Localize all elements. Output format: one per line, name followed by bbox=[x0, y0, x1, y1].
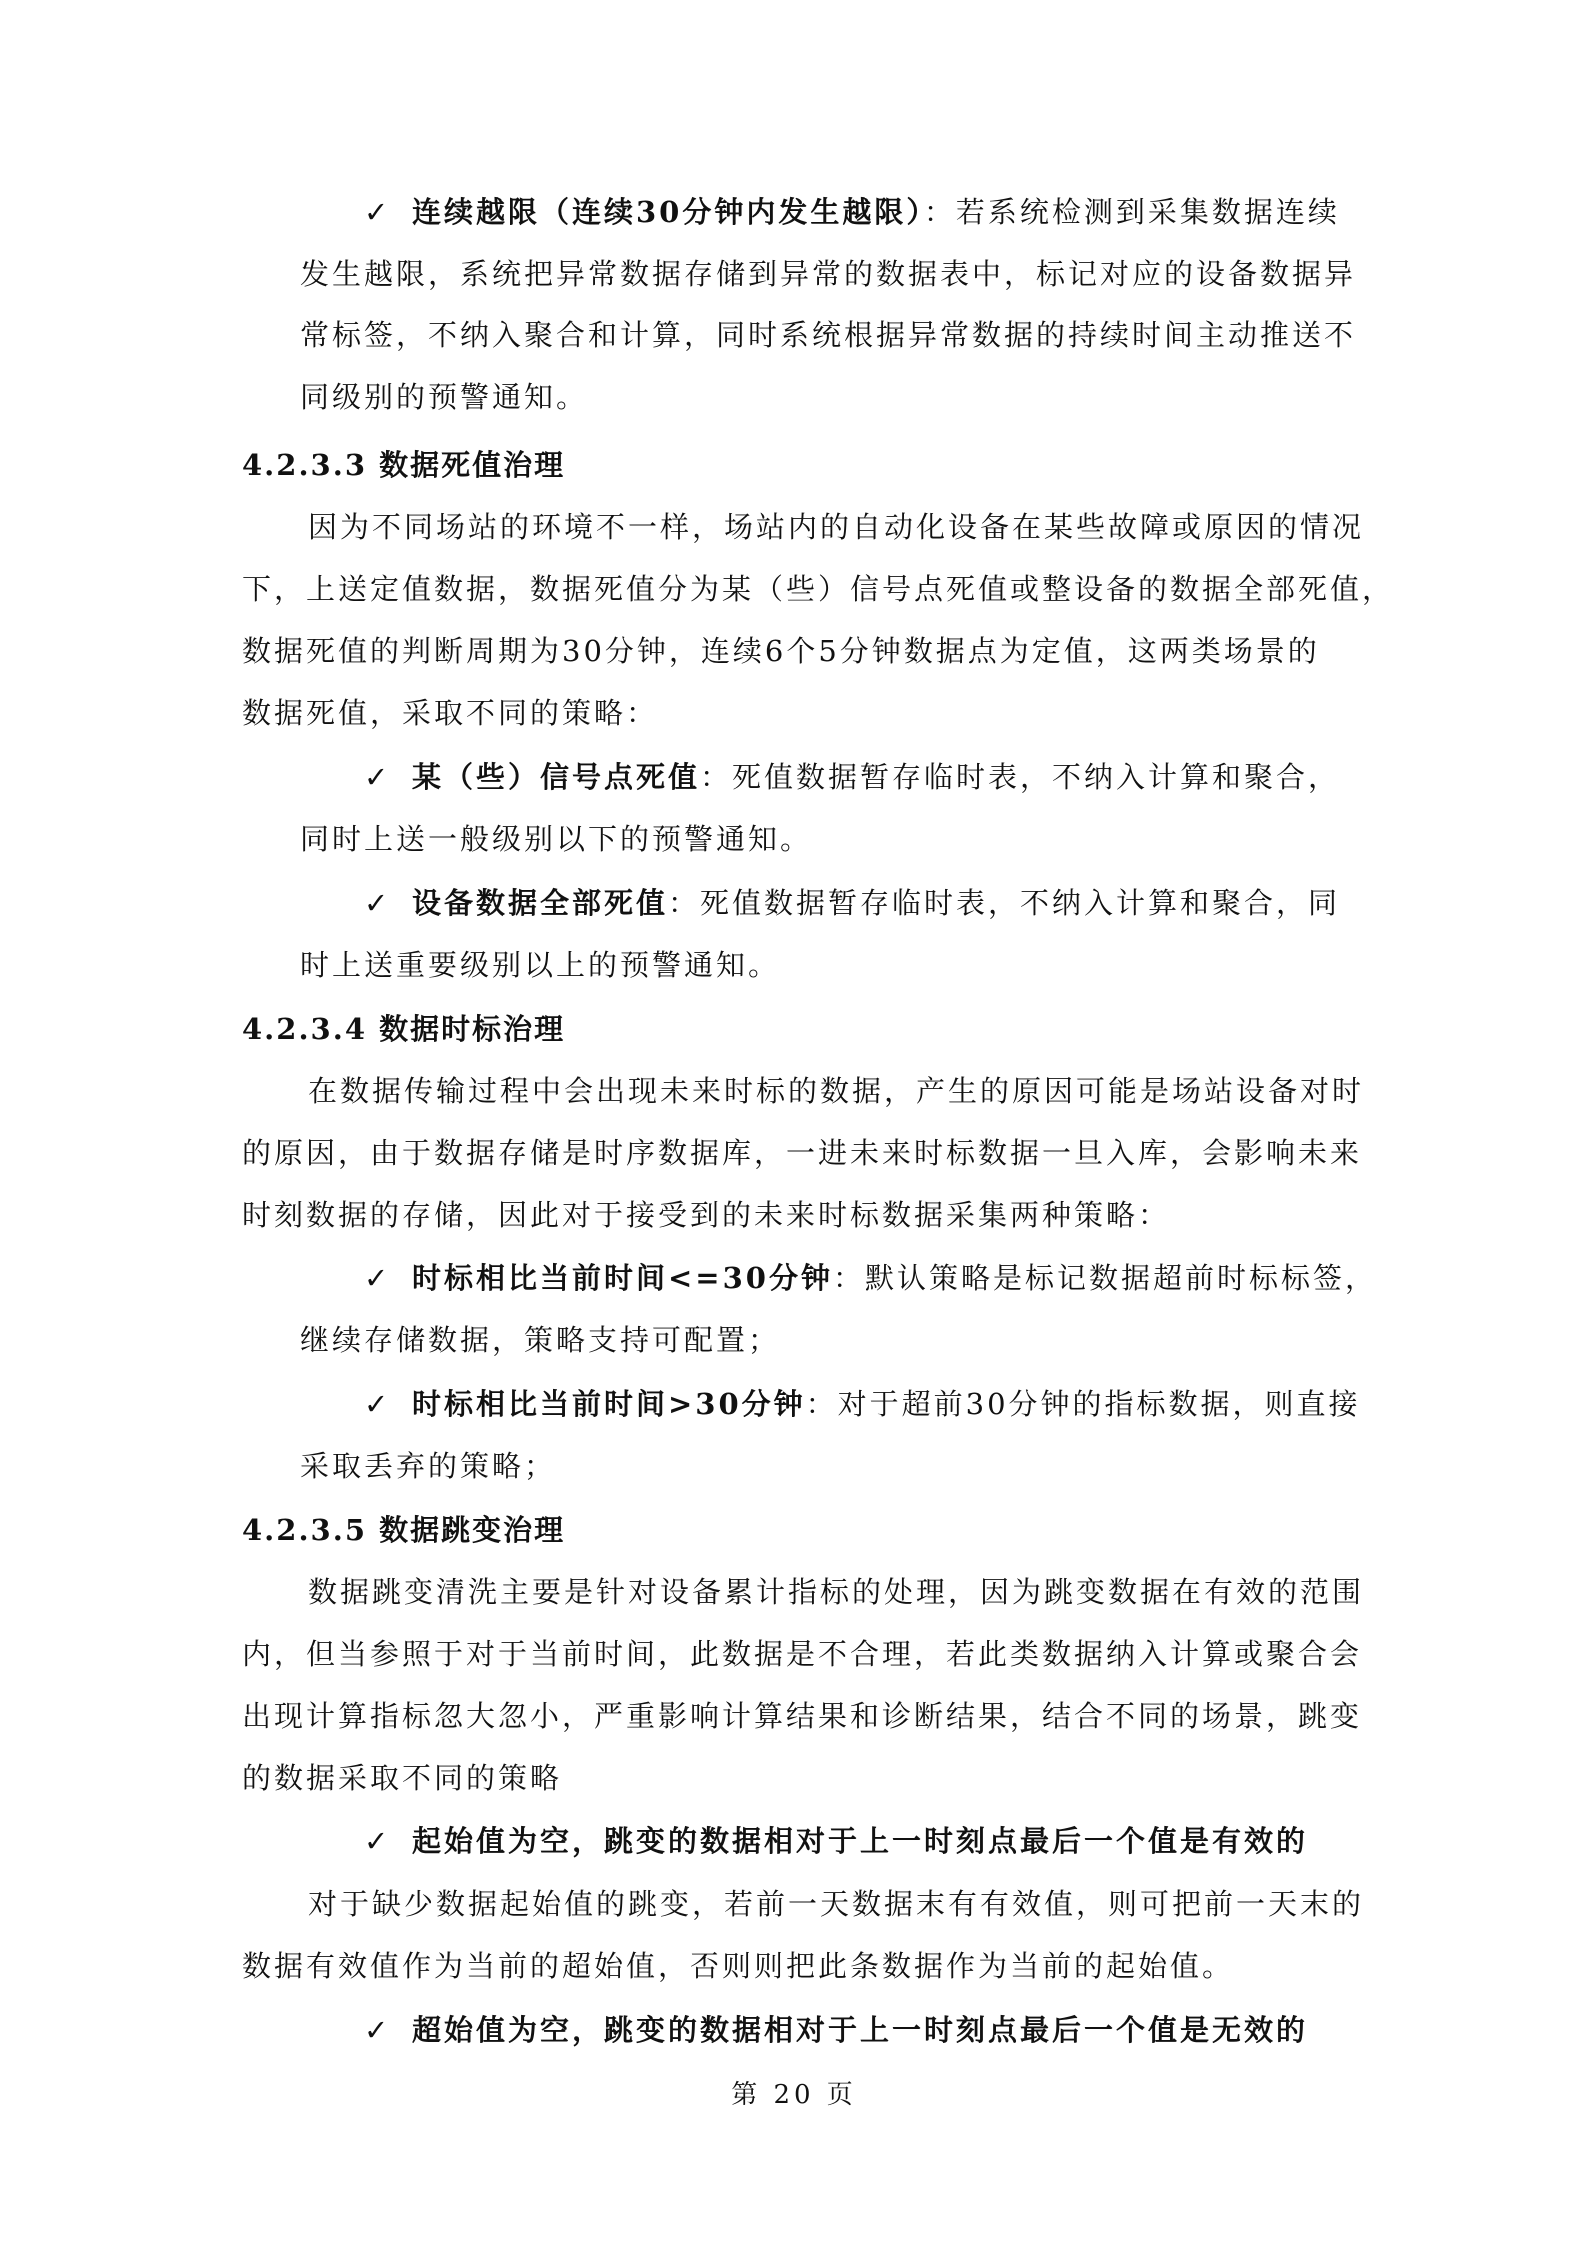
bullet-item bbox=[364, 1258, 1377, 1298]
paragraph-line: 数据死值，采取不同的策略： bbox=[242, 696, 659, 730]
checkmark-icon: ✓ bbox=[364, 1261, 392, 1295]
bullet-continuation: 同级别的预警通知。 bbox=[300, 380, 589, 414]
bullet-continuation: 发生越限，系统把异常数据存储到异常的数据表中，标记对应的设备数据异 bbox=[300, 257, 1357, 291]
bullet-continuation: 时上送重要级别以上的预警通知。 bbox=[300, 948, 781, 982]
bullet-item bbox=[364, 757, 1340, 797]
paragraph-line: 数据死值的判断周期为30分钟，连续6个5分钟数据点为定值，这两类场景的 bbox=[242, 634, 1320, 668]
bullet-item bbox=[364, 1821, 1308, 1861]
checkmark-icon: ✓ bbox=[364, 2013, 392, 2047]
bullet-item bbox=[364, 192, 1340, 232]
checkmark-icon: ✓ bbox=[364, 195, 392, 229]
paragraph-line: 内，但当参照于对于当前时间，此数据是不合理，若此类数据纳入计算或聚合会 bbox=[242, 1637, 1363, 1671]
paragraph-line: 数据有效值作为当前的超始值，否则则把此条数据作为当前的起始值。 bbox=[242, 1949, 1235, 1983]
page-number: 第 20 页 bbox=[731, 2080, 857, 2110]
paragraph-line: 的原因，由于数据存储是时序数据库，一进未来时标数据一旦入库，会影响未来 bbox=[242, 1136, 1363, 1170]
checkmark-icon: ✓ bbox=[364, 886, 392, 920]
paragraph-line: 下，上送定值数据，数据死值分为某（些）信号点死值或整设备的数据全部死值， bbox=[242, 572, 1395, 606]
checkmark-icon: ✓ bbox=[364, 760, 392, 794]
bullet-text: ：若系统检测到采集数据连续 bbox=[923, 195, 1340, 229]
bullet-title: 设备数据全部死值 bbox=[412, 886, 669, 920]
bullet-item bbox=[364, 1384, 1361, 1424]
bullet-text: ：对于超前30分钟的指标数据，则直接 bbox=[805, 1387, 1361, 1421]
bullet-title: 起始值为空，跳变的数据相对于上一时刻点最后一个值是有效的 bbox=[412, 1824, 1309, 1858]
bullet-continuation: 常标签，不纳入聚合和计算，同时系统根据异常数据的持续时间主动推送不 bbox=[300, 318, 1357, 352]
bullet-continuation: 同时上送一般级别以下的预警通知。 bbox=[300, 822, 813, 856]
checkmark-icon: ✓ bbox=[364, 1824, 392, 1858]
bullet-title: 连续越限（连续30分钟内发生越限） bbox=[412, 195, 924, 229]
bullet-title: 时标相比当前时间>30分钟 bbox=[412, 1387, 806, 1421]
paragraph-line: 的数据采取不同的策略 bbox=[242, 1761, 563, 1795]
paragraph-line: 因为不同场站的环境不一样，场站内的自动化设备在某些故障或原因的情况 bbox=[308, 510, 1365, 544]
bullet-continuation: 采取丢弃的策略； bbox=[300, 1449, 557, 1483]
bullet-title: 某（些）信号点死值 bbox=[412, 760, 701, 794]
bullet-title: 时标相比当前时间<=30分钟 bbox=[412, 1261, 833, 1295]
section-heading: 4.2.3.3 数据死值治理 bbox=[242, 448, 566, 482]
paragraph-line: 出现计算指标忽大忽小，严重影响计算结果和诊断结果，结合不同的场景，跳变 bbox=[242, 1699, 1363, 1733]
section-heading: 4.2.3.4 数据时标治理 bbox=[242, 1012, 566, 1046]
bullet-title: 超始值为空，跳变的数据相对于上一时刻点最后一个值是无效的 bbox=[412, 2013, 1309, 2047]
checkmark-icon: ✓ bbox=[364, 1387, 392, 1421]
bullet-item bbox=[364, 883, 1340, 923]
bullet-text: ：默认策略是标记数据超前时标标签， bbox=[832, 1261, 1377, 1295]
bullet-continuation: 继续存储数据，策略支持可配置； bbox=[300, 1323, 781, 1357]
paragraph-line: 在数据传输过程中会出现未来时标的数据，产生的原因可能是场站设备对时 bbox=[308, 1074, 1365, 1108]
paragraph-line: 数据跳变清洗主要是针对设备累计指标的处理，因为跳变数据在有效的范围 bbox=[308, 1575, 1365, 1609]
section-heading: 4.2.3.5 数据跳变治理 bbox=[242, 1513, 566, 1547]
bullet-item bbox=[364, 2010, 1308, 2050]
paragraph-line: 时刻数据的存储，因此对于接受到的未来时标数据采集两种策略： bbox=[242, 1198, 1171, 1232]
bullet-text: ：死值数据暂存临时表，不纳入计算和聚合，同 bbox=[668, 886, 1341, 920]
bullet-text: ：死值数据暂存临时表，不纳入计算和聚合， bbox=[700, 760, 1341, 794]
paragraph-line: 对于缺少数据起始值的跳变，若前一天数据末有有效值，则可把前一天末的 bbox=[308, 1887, 1365, 1921]
